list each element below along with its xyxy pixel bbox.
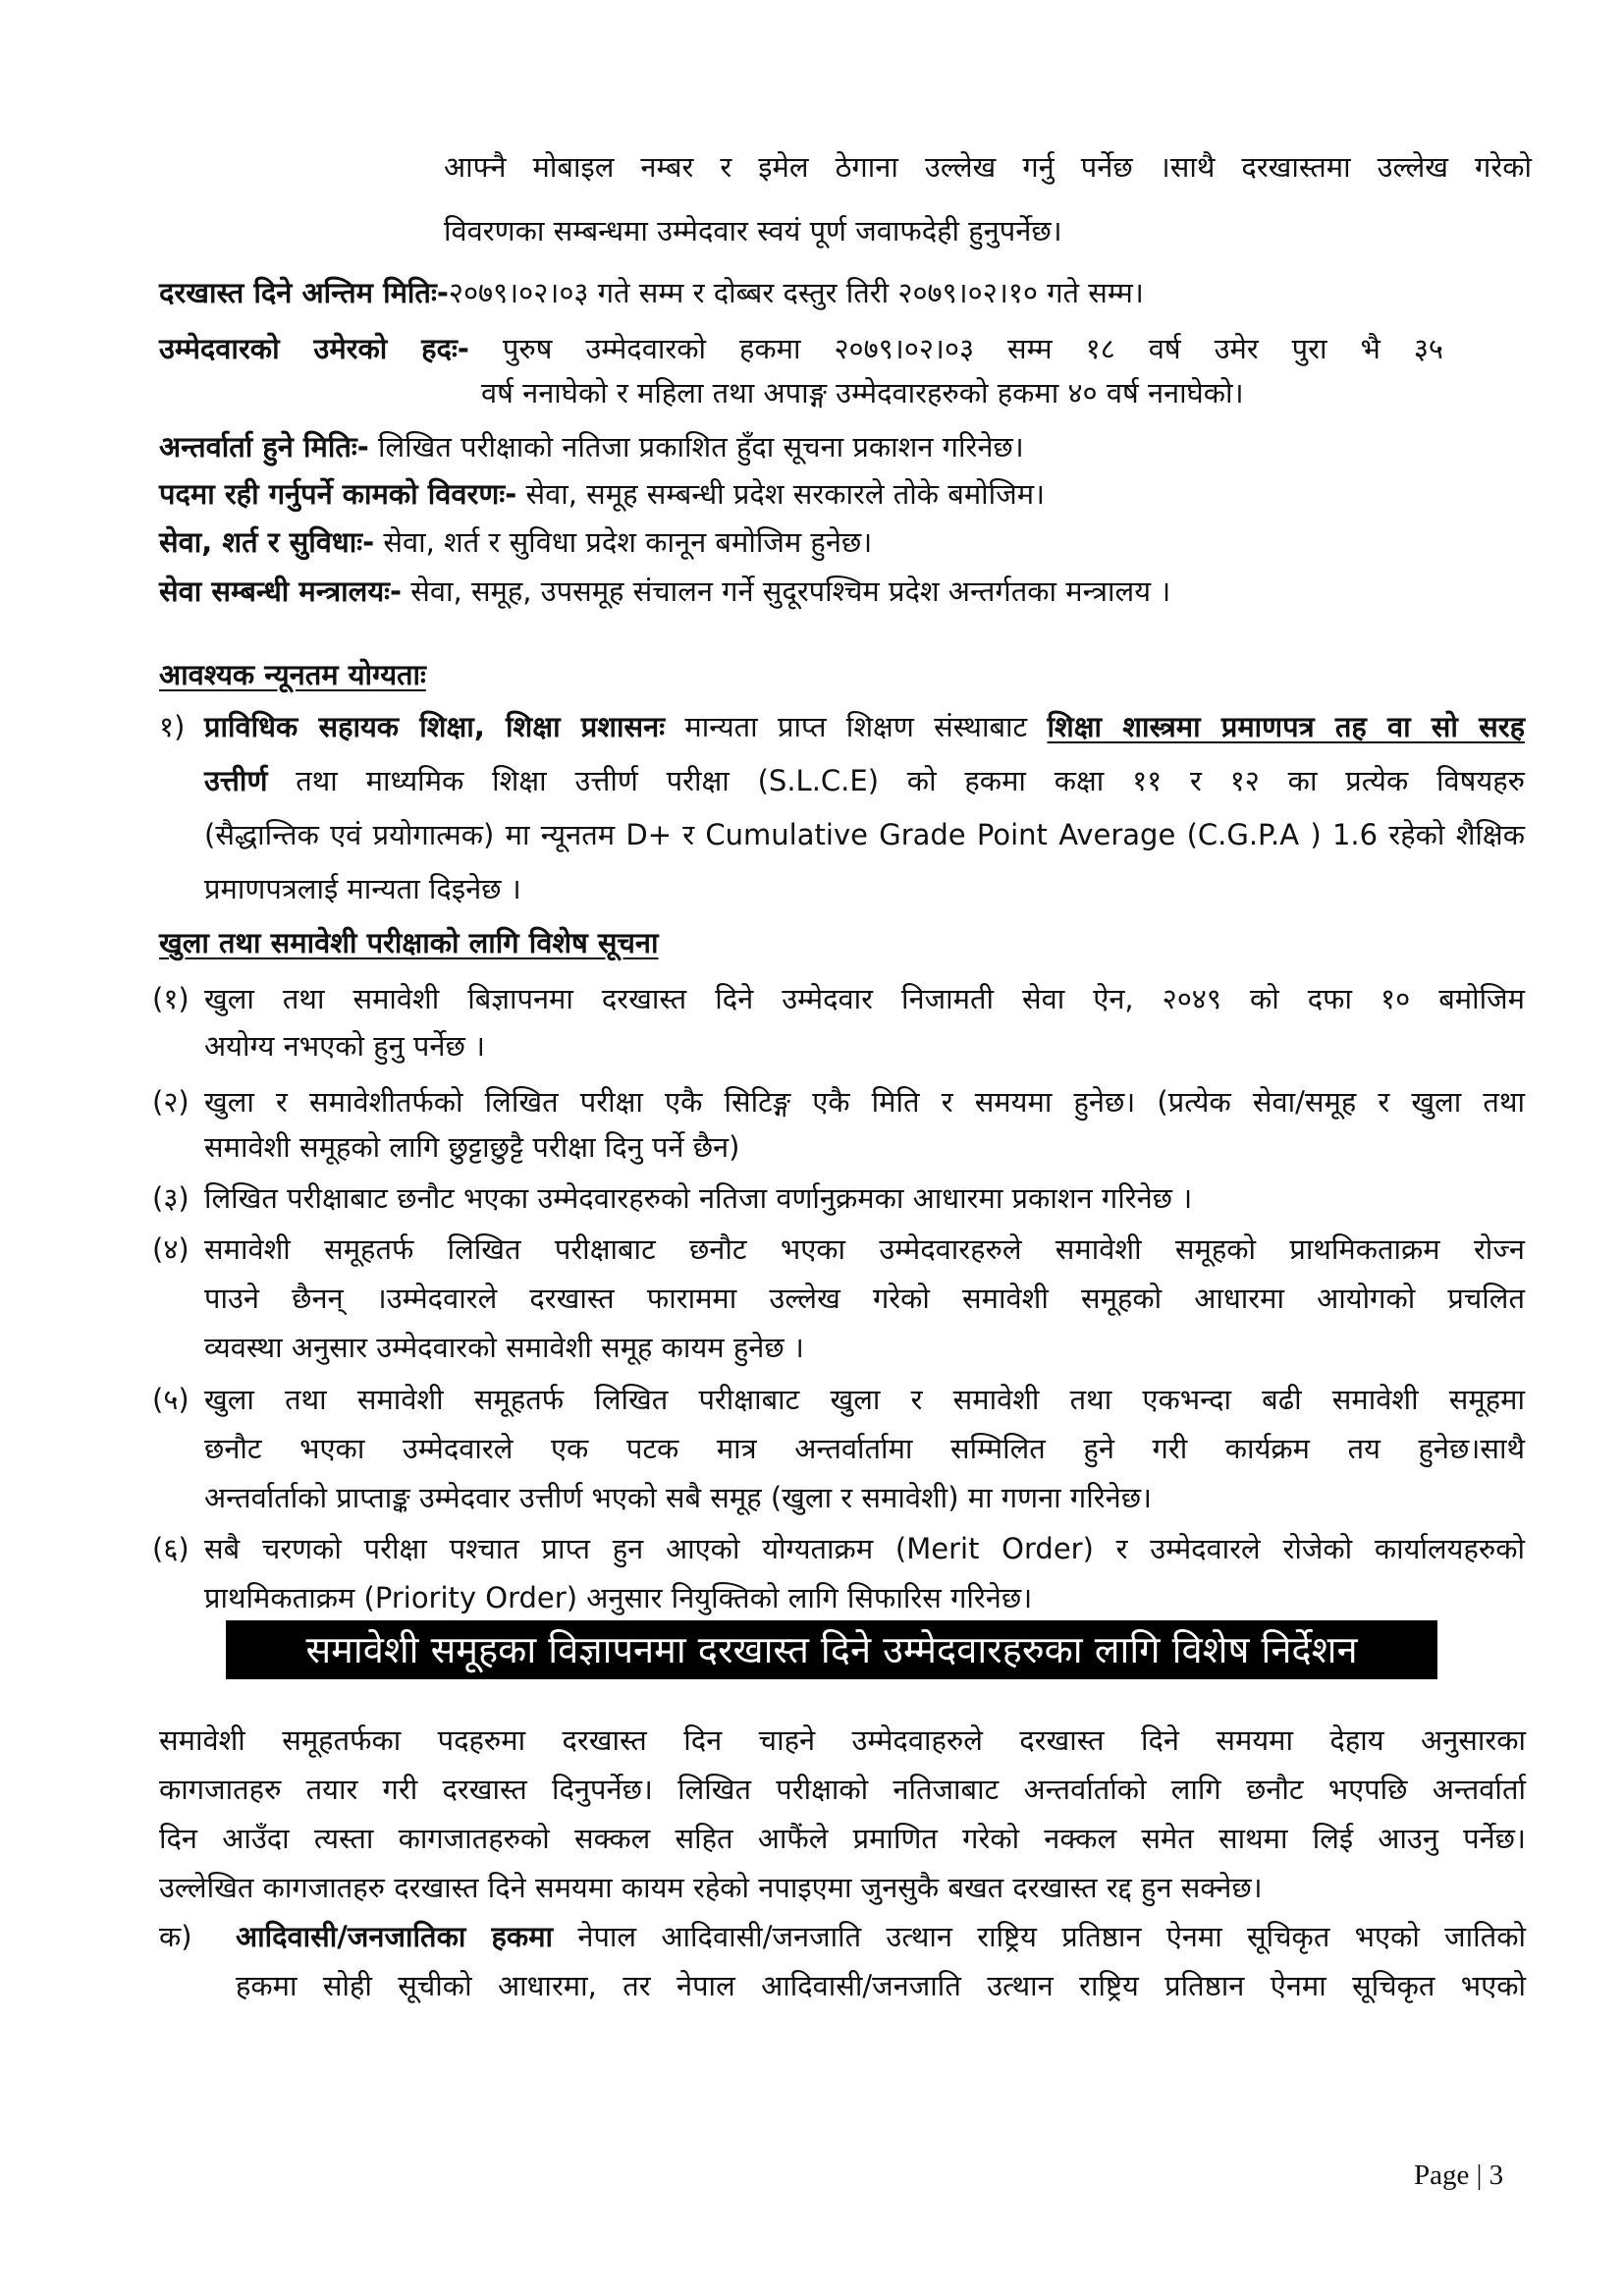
instruction-item-ka-line-1 — [236, 1917, 1526, 1956]
instructions-line-4: उल्लेखित कागजातहरु दरखास्त दिने समयमा कायम रहेको नपाइएमा जुनसुकै बखत दरखास्त रद्द हुन सक्नेछ। — [159, 1871, 1263, 1904]
deadline-row — [159, 273, 1144, 312]
duties-label: पदमा रही गर्नुपर्ने कामको विवरणः- — [159, 477, 517, 511]
instructions-line-2: कागजातहरु तयार गरी दरखास्त दिनुपर्नेछ। लिखित परीक्षाको नतिजाबाट अन्तर्वार्ताको लागि छनौट भएपछि अन्तर्वार्ता — [159, 1773, 1526, 1806]
notice-item-3-num: (३) — [152, 1181, 189, 1215]
interview-value: लिखित परीक्षाको नतिजा प्रकाशित हुँदा सूचना प्रकाशन गरिनेछ। — [378, 430, 1024, 464]
qualification-line-2-rest: तथा माध्यमिक शिक्षा उत्तीर्ण परीक्षा (S.L.C.E) को हकमा कक्षा ११ र १२ का प्रत्येक विषयहरु — [296, 764, 1526, 797]
instructions-line-3: दिन आउँदा त्यस्ता कागजातहरुको सक्कल सहित आफैंले प्रमाणित गरेको नक्कल समेत साथमा लिई आउनु पर्नेछ। — [159, 1822, 1527, 1855]
notice-item-1-num: (१) — [152, 982, 189, 1015]
qualification-line-1 — [204, 707, 1525, 746]
notice-item-6-num: (६) — [152, 1532, 189, 1565]
qualification-title: प्राविधिक सहायक शिक्षा, शिक्षा प्रशासनः — [204, 710, 666, 743]
notice-item-5-num: (५) — [152, 1383, 189, 1416]
notice-heading: खुला तथा समावेशी परीक्षाको लागि विशेष सूचना — [159, 926, 659, 959]
age-value-1: पुरुष उम्मेदवारको हकमा २०७९।०२।०३ सम्म १८ वर्ष उमेर पुरा भै ३५ — [502, 332, 1444, 365]
ministry-row — [159, 572, 1170, 611]
age-value-2: वर्ष ननाघेको र महिला तथा अपाङ्ग उम्मेदवारहरुको हकमा ४० वर्ष ननाघेको। — [481, 376, 1244, 410]
terms-value: सेवा, शर्त र सुविधा प्रदेश कानून बमोजिम हुनेछ। — [383, 525, 873, 559]
ministry-label: सेवा सम्बन्धी मन्त्रालयः- — [159, 574, 403, 608]
notice-item-5-line-3: अन्तर्वार्ताको प्राप्ताङ्क उम्मेदवार उत्तीर्ण भएको सबै समूह (खुला र समावेशी) मा गणना गरिनेछ। — [204, 1481, 1153, 1514]
qualification-line-3: (सैद्धान्तिक एवं प्रयोगात्मक) मा न्यूनतम D+ र Cumulative Grade Point Average (C.G.P.A ) 1.6 रहेको शैक्षिक — [204, 818, 1525, 851]
duties-value: सेवा, समूह सम्बन्धी प्रदेश सरकारले तोके बमोजिम। — [525, 477, 1046, 511]
notice-item-6-line-1: सबै चरणको परीक्षा पश्चात प्राप्त हुन आएको योग्यताक्रम (Merit Order) र उम्मेदवारले रोजेको कार्यालयहरुको — [204, 1532, 1525, 1565]
notice-item-5-line-2: छनौट भएका उम्मेदवारले एक पटक मात्र अन्तर्वार्तामा सम्मिलित हुने गरी कार्यक्रम तय हुनेछ।साथै — [204, 1432, 1525, 1465]
instruction-item-ka-num: क) — [159, 1920, 192, 1953]
notice-item-1-line-2: अयोग्य नभएको हुनु पर्नेछ । — [204, 1029, 486, 1063]
notice-item-4-line-1: समावेशी समूहतर्फ लिखित परीक्षाबाट छनौट भएका उम्मेदवारहरुले समावेशी समूहको प्राथमिकताक्रम रोज्न — [204, 1232, 1525, 1266]
qualification-line-4: प्रमाणपत्रलाई मान्यता दिइनेछ । — [204, 872, 521, 905]
deadline-label: दरखास्त दिने अन्तिम मितिः- — [159, 276, 449, 309]
notice-item-4-line-2: पाउने छैनन् ।उम्मेदवारले दरखास्त फाराममा उल्लेख गरेको समावेशी समूहको आधारमा आयोगको प्रचलित — [204, 1282, 1525, 1315]
qualification-heading: आवश्यक न्यूनतम योग्यताः — [159, 658, 426, 691]
notice-item-4-line-3: व्यवस्था अनुसार उम्मेदवारको समावेशी समूह कायम हुनेछ । — [204, 1331, 804, 1364]
notice-item-3-line-1: लिखित परीक्षाबाट छनौट भएका उम्मेदवारहरुको नतिजा वर्णानुक्रमका आधारमा प्रकाशन गरिनेछ । — [204, 1181, 1193, 1215]
qualification-line-2 — [204, 761, 1525, 800]
terms-label: सेवा, शर्त र सुविधाः- — [159, 525, 375, 559]
interview-row — [159, 427, 1024, 466]
page-number: Page | 3 — [1414, 2159, 1504, 2191]
notice-item-6-line-2: प्राथमिकताक्रम (Priority Order) अनुसार नियुक्तिको लागि सिफारिस गरिनेछ। — [204, 1581, 1033, 1614]
instruction-item-ka-title: आदिवासी/जनजातिका हकमा — [236, 1920, 554, 1953]
notice-item-2-num: (२) — [152, 1085, 189, 1119]
notice-item-2-line-1: खुला र समावेशीतर्फको लिखित परीक्षा एकै सिटिङ्ग एकै मिति र समयमा हुनेछ। (प्रत्येक सेवा/समूह र खुला तथा — [204, 1085, 1525, 1119]
ministry-value: सेवा, समूह, उपसमूह संचालन गर्ने सुदूरपश्चिम प्रदेश अन्तर्गतका मन्त्रालय । — [410, 574, 1171, 608]
instruction-item-ka-text-1: नेपाल आदिवासी/जनजाति उत्थान राष्ट्रिय प्रतिष्ठान ऐनमा सूचिकृत भएको जातिको — [577, 1920, 1527, 1953]
terms-row — [159, 522, 872, 562]
interview-label: अन्तर्वार्ता हुने मितिः- — [159, 430, 369, 464]
notice-item-4-num: (४) — [152, 1232, 189, 1266]
age-label: उम्मेदवारको उमेरको हदः- — [159, 332, 469, 365]
qualification-num: १) — [159, 710, 186, 743]
instructions-line-1: समावेशी समूहतर्फका पदहरुमा दरखास्त दिन चाहने उम्मेदवाहरुले दरखास्त दिने समयमा देहाय अनुसारका — [159, 1723, 1526, 1757]
special-instruction-banner: समावेशी समूहका विज्ञापनमा दरखास्त दिने उम्मेदवारहरुका लागि विशेष निर्देशन — [226, 1620, 1437, 1679]
duties-row — [159, 474, 1045, 514]
notice-item-5-line-1: खुला तथा समावेशी समूहतर्फ लिखित परीक्षाबाट खुला र समावेशी तथा एकभन्दा बढी समावेशी समूहमा — [204, 1383, 1525, 1416]
age-row — [159, 329, 1443, 368]
qualification-pass: उत्तीर्ण — [204, 764, 268, 797]
notice-item-2-line-2: समावेशी समूहको लागि छुट्टाछुट्टै परीक्षा दिनु पर्ने छैन) — [204, 1130, 740, 1164]
deadline-value: २०७९।०२।०३ गते सम्म र दोब्बर दस्तुर तिरी २०७९।०२।१० गते सम्म। — [448, 276, 1144, 309]
intro-line-2: विवरणका सम्बन्धमा उम्मेदवार स्वयं पूर्ण जवाफदेही हुनुपर्नेछ। — [444, 214, 1062, 247]
intro-line-1: आफ्नै मोबाइल नम्बर र इमेल ठेगाना उल्लेख गर्नु पर्नेछ ।साथै दरखास्तमा उल्लेख गरेको — [444, 150, 1532, 184]
notice-item-1-line-1: खुला तथा समावेशी बिज्ञापनमा दरखास्त दिने उम्मेदवार निजामती सेवा ऐन, २०४९ को दफा १० बमोजिम — [204, 982, 1525, 1015]
instruction-item-ka-line-2: हकमा सोही सूचीको आधारमा, तर नेपाल आदिवासी/जनजाति उत्थान राष्ट्रिय प्रतिष्ठान ऐनमा सूचिकृत भएको — [236, 1969, 1526, 2002]
qualification-text-1: मान्यता प्राप्त शिक्षण संस्थाबाट — [684, 710, 1028, 743]
qualification-underlined: शिक्षा शास्त्रमा प्रमाणपत्र तह वा सो सरह — [1047, 710, 1525, 743]
